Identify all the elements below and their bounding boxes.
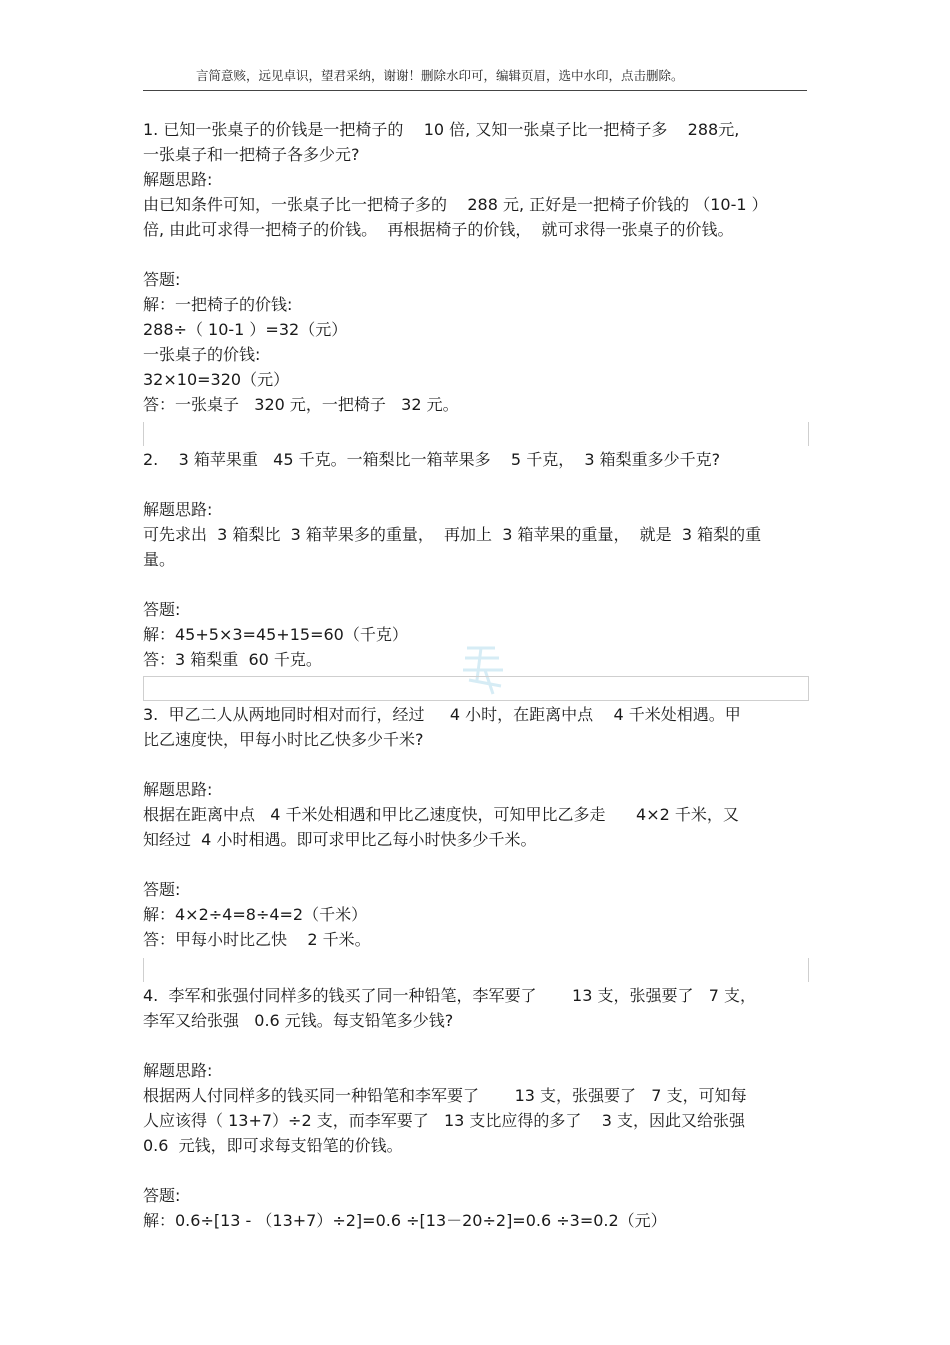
problem-4-question-line-2: 李军又给张强 0.6 元钱。每支铅笔多少钱? xyxy=(143,1011,454,1030)
section-separator xyxy=(143,958,809,982)
problem-3-approach-line-2: 知经过 4 小时相遇。即可求甲比乙每小时快多少千米。 xyxy=(143,830,537,849)
problem-2-approach-label: 解题思路: xyxy=(143,500,213,519)
problem-2-final-answer: 答：3 箱梨重 60 千克。 xyxy=(143,650,322,669)
header-divider xyxy=(143,90,807,91)
problem-3-question-line-1: 3. 甲乙二人从两地同时相对而行，经过 4 小时，在距离中点 4 千米处相遇。甲 xyxy=(143,705,741,724)
page-header-text: 言简意赅，远见卓识，望君采纳，谢谢！删除水印可，编辑页眉，选中水印，点击删除。 xyxy=(196,68,684,83)
problem-3-final-answer: 答：甲每小时比乙快 2 千米。 xyxy=(143,930,371,949)
problem-2-answer-label: 答题: xyxy=(143,600,181,619)
problem-4-question-line-1: 4. 李军和张强付同样多的钱买了同一种铅笔，李军要了 13 支，张强要了 7 支， xyxy=(143,986,757,1005)
problem-2-solution-line: 解：45+5×3=45+15=60（千克） xyxy=(143,625,408,644)
problem-1-solution-line: 288÷（ 10-1 ）=32（元） xyxy=(143,320,348,339)
problem-1-approach-line-1: 由已知条件可知，一张桌子比一把椅子多的 288 元, 正好是一把椅子价钱的 （10-1 ） xyxy=(143,195,768,214)
problem-1-approach-line-2: 倍, 由此可求得一把椅子的价钱。 再根据椅子的价钱， 就可求得一张桌子的价钱。 xyxy=(143,220,734,239)
problem-3-question-line-2: 比乙速度快，甲每小时比乙快多少千米? xyxy=(143,730,424,749)
problem-2-approach-line-1: 可先求出 3 箱梨比 3 箱苹果多的重量， 再加上 3 箱苹果的重量， 就是 3 箱梨的重 xyxy=(143,525,762,544)
problem-1-approach-label: 解题思路: xyxy=(143,170,213,189)
problem-1-solution-line: 一张桌子的价钱: xyxy=(143,345,261,364)
problem-1-solution-line: 32×10=320（元） xyxy=(143,370,290,389)
section-separator xyxy=(143,676,809,701)
problem-4-approach-label: 解题思路: xyxy=(143,1061,213,1080)
problem-4-approach-line-1: 根据两人付同样多的钱买同一种铅笔和李军要了 13 支，张强要了 7 支，可知每 xyxy=(143,1086,747,1105)
problem-2-approach-line-2: 量。 xyxy=(143,550,176,569)
problem-4-answer-label: 答题: xyxy=(143,1186,181,1205)
problem-3-solution-line: 解：4×2÷4=8÷4=2（千米） xyxy=(143,905,368,924)
problem-1-final-answer: 答：一张桌子 320 元，一把椅子 32 元。 xyxy=(143,395,459,414)
problem-3-approach-line-1: 根据在距离中点 4 千米处相遇和甲比乙速度快，可知甲比乙多走 4×2 千米，又 xyxy=(143,805,739,824)
problem-1-question-line-2: 一张桌子和一把椅子各多少元? xyxy=(143,145,360,164)
problem-1-question-line-1: 1. 已知一张桌子的价钱是一把椅子的 10 倍, 又知一张桌子比一把椅子多 288元, xyxy=(143,120,740,139)
problem-4-approach-line-3: 0.6 元钱，即可求每支铅笔的价钱。 xyxy=(143,1136,403,1155)
section-separator xyxy=(143,422,809,446)
problem-4-approach-line-2: 人应该得（ 13+7）÷2 支，而李军要了 13 支比应得的多了 3 支，因此又给张强 xyxy=(143,1111,746,1130)
problem-4-solution-line: 解：0.6÷[13 - （13+7）÷2]=0.6 ÷[13－20÷2]=0.6 ÷3=0.2（元） xyxy=(143,1211,667,1230)
problem-2-question-line: 2. 3 箱苹果重 45 千克。一箱梨比一箱苹果多 5 千克， 3 箱梨重多少千克? xyxy=(143,450,721,469)
problem-1-solution-line: 解：一把椅子的价钱: xyxy=(143,295,293,314)
problem-1-answer-label: 答题: xyxy=(143,270,181,289)
problem-3-answer-label: 答题: xyxy=(143,880,181,899)
problem-3-approach-label: 解题思路: xyxy=(143,780,213,799)
